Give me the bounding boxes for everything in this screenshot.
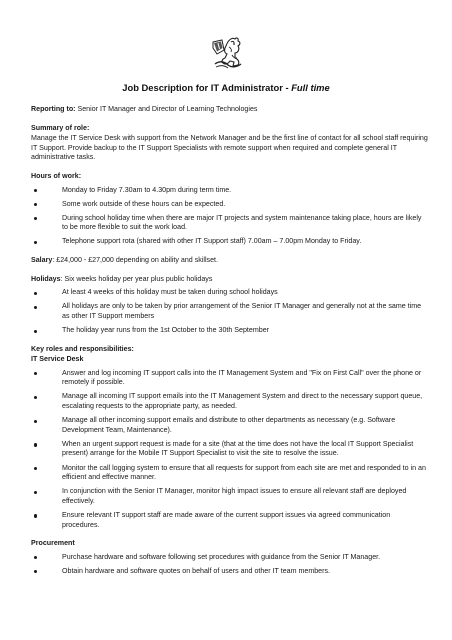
- salary-line: [31, 256, 428, 266]
- hours-heading: Hours of work:: [31, 171, 82, 180]
- list-item: When an urgent support request is made for a site (that at the time does not have the local IT Support Specialist present) arrange for the Mobile IT Support Specialist to visit the site to resolve the issue.: [31, 440, 428, 459]
- hours-section: [31, 172, 428, 247]
- service-desk-list: [31, 369, 428, 530]
- summary-text: Manage the IT Service Desk with support from the Network Manager and be the first line of contact for all school staff requiring IT Support. Provide backup to the IT Support Specialists with remote support when required and complete general IT administrative tasks.: [31, 134, 428, 162]
- holidays-list: [31, 288, 428, 335]
- list-item: In conjunction with the Senior IT Manager, monitor high impact issues to ensure all relevant staff are deployed effectively.: [31, 487, 428, 506]
- key-roles-heading: Key roles and responsibilities:: [31, 344, 134, 353]
- list-item: Obtain hardware and software quotes on behalf of users and other IT team members.: [31, 567, 428, 577]
- list-item: Monitor the call logging system to ensure that all requests for support from each site are met and responded to in an efficient and effective manner.: [31, 464, 428, 483]
- holidays-section: [31, 275, 428, 336]
- salary-value: : £24,000 - £27,000 depending on ability and skillset.: [52, 256, 218, 265]
- summary-section: [31, 124, 428, 163]
- reporting-label: Reporting to:: [31, 105, 76, 113]
- holidays-label: Holidays: [31, 274, 61, 283]
- service-desk-section: [31, 355, 428, 530]
- list-item: At least 4 weeks of this holiday must be taken during school holidays: [31, 288, 428, 298]
- document-body: [31, 105, 428, 581]
- service-desk-heading: IT Service Desk: [31, 355, 84, 364]
- list-item: Answer and log incoming IT support calls into the IT Management System and "Fix on First Call" over the phone or remotely if possible.: [31, 369, 428, 388]
- procurement-heading: Procurement: [31, 539, 75, 548]
- holidays-value: : Six weeks holiday per year plus public holidays: [60, 274, 213, 283]
- list-item: The holiday year runs from the 1st October to the 30th September: [31, 326, 428, 336]
- page-title: [0, 83, 452, 93]
- salary-label: Salary: [31, 256, 53, 265]
- list-item: Ensure relevant IT support staff are made aware of the current support issues via agreed communication procedures.: [31, 511, 428, 530]
- title-emphasis: Full time: [291, 82, 330, 93]
- heraldic-crest-icon: [205, 34, 247, 72]
- title-text: Job Description for IT Administrator -: [122, 82, 292, 93]
- list-item: All holidays are only to be taken by prior arrangement of the Senior IT Manager and generally not at the same time as other IT Support members: [31, 302, 428, 321]
- procurement-section: [31, 539, 428, 576]
- list-item: Manage all other incoming support emails and distribute to other departments as necessary (e.g. Software Development Team, Maintenance).: [31, 416, 428, 435]
- list-item: During school holiday time when there are major IT projects and system maintenance taking place, hours are likely to be more flexible to suit the work load.: [31, 214, 428, 233]
- list-item: Purchase hardware and software following set procedures with guidance from the Senior IT Manager.: [31, 553, 428, 563]
- list-item: Monday to Friday 7.30am to 4.30pm during term time.: [31, 186, 428, 196]
- procurement-list: [31, 553, 428, 577]
- summary-heading: Summary of role:: [31, 123, 90, 132]
- reporting-value: Senior IT Manager and Director of Learning Technologies: [75, 105, 258, 113]
- list-item: Some work outside of these hours can be expected.: [31, 200, 428, 210]
- list-item: Manage all incoming IT support emails into the IT Management System and direct to the necessary support queue, escalating requests to the appropriate party, as needed.: [31, 392, 428, 411]
- hours-list: [31, 186, 428, 247]
- list-item: Telephone support rota (shared with other IT Support staff) 7.00am – 7.00pm Monday to Friday.: [31, 237, 428, 247]
- reporting-line: [31, 105, 428, 115]
- holidays-line: [31, 275, 428, 285]
